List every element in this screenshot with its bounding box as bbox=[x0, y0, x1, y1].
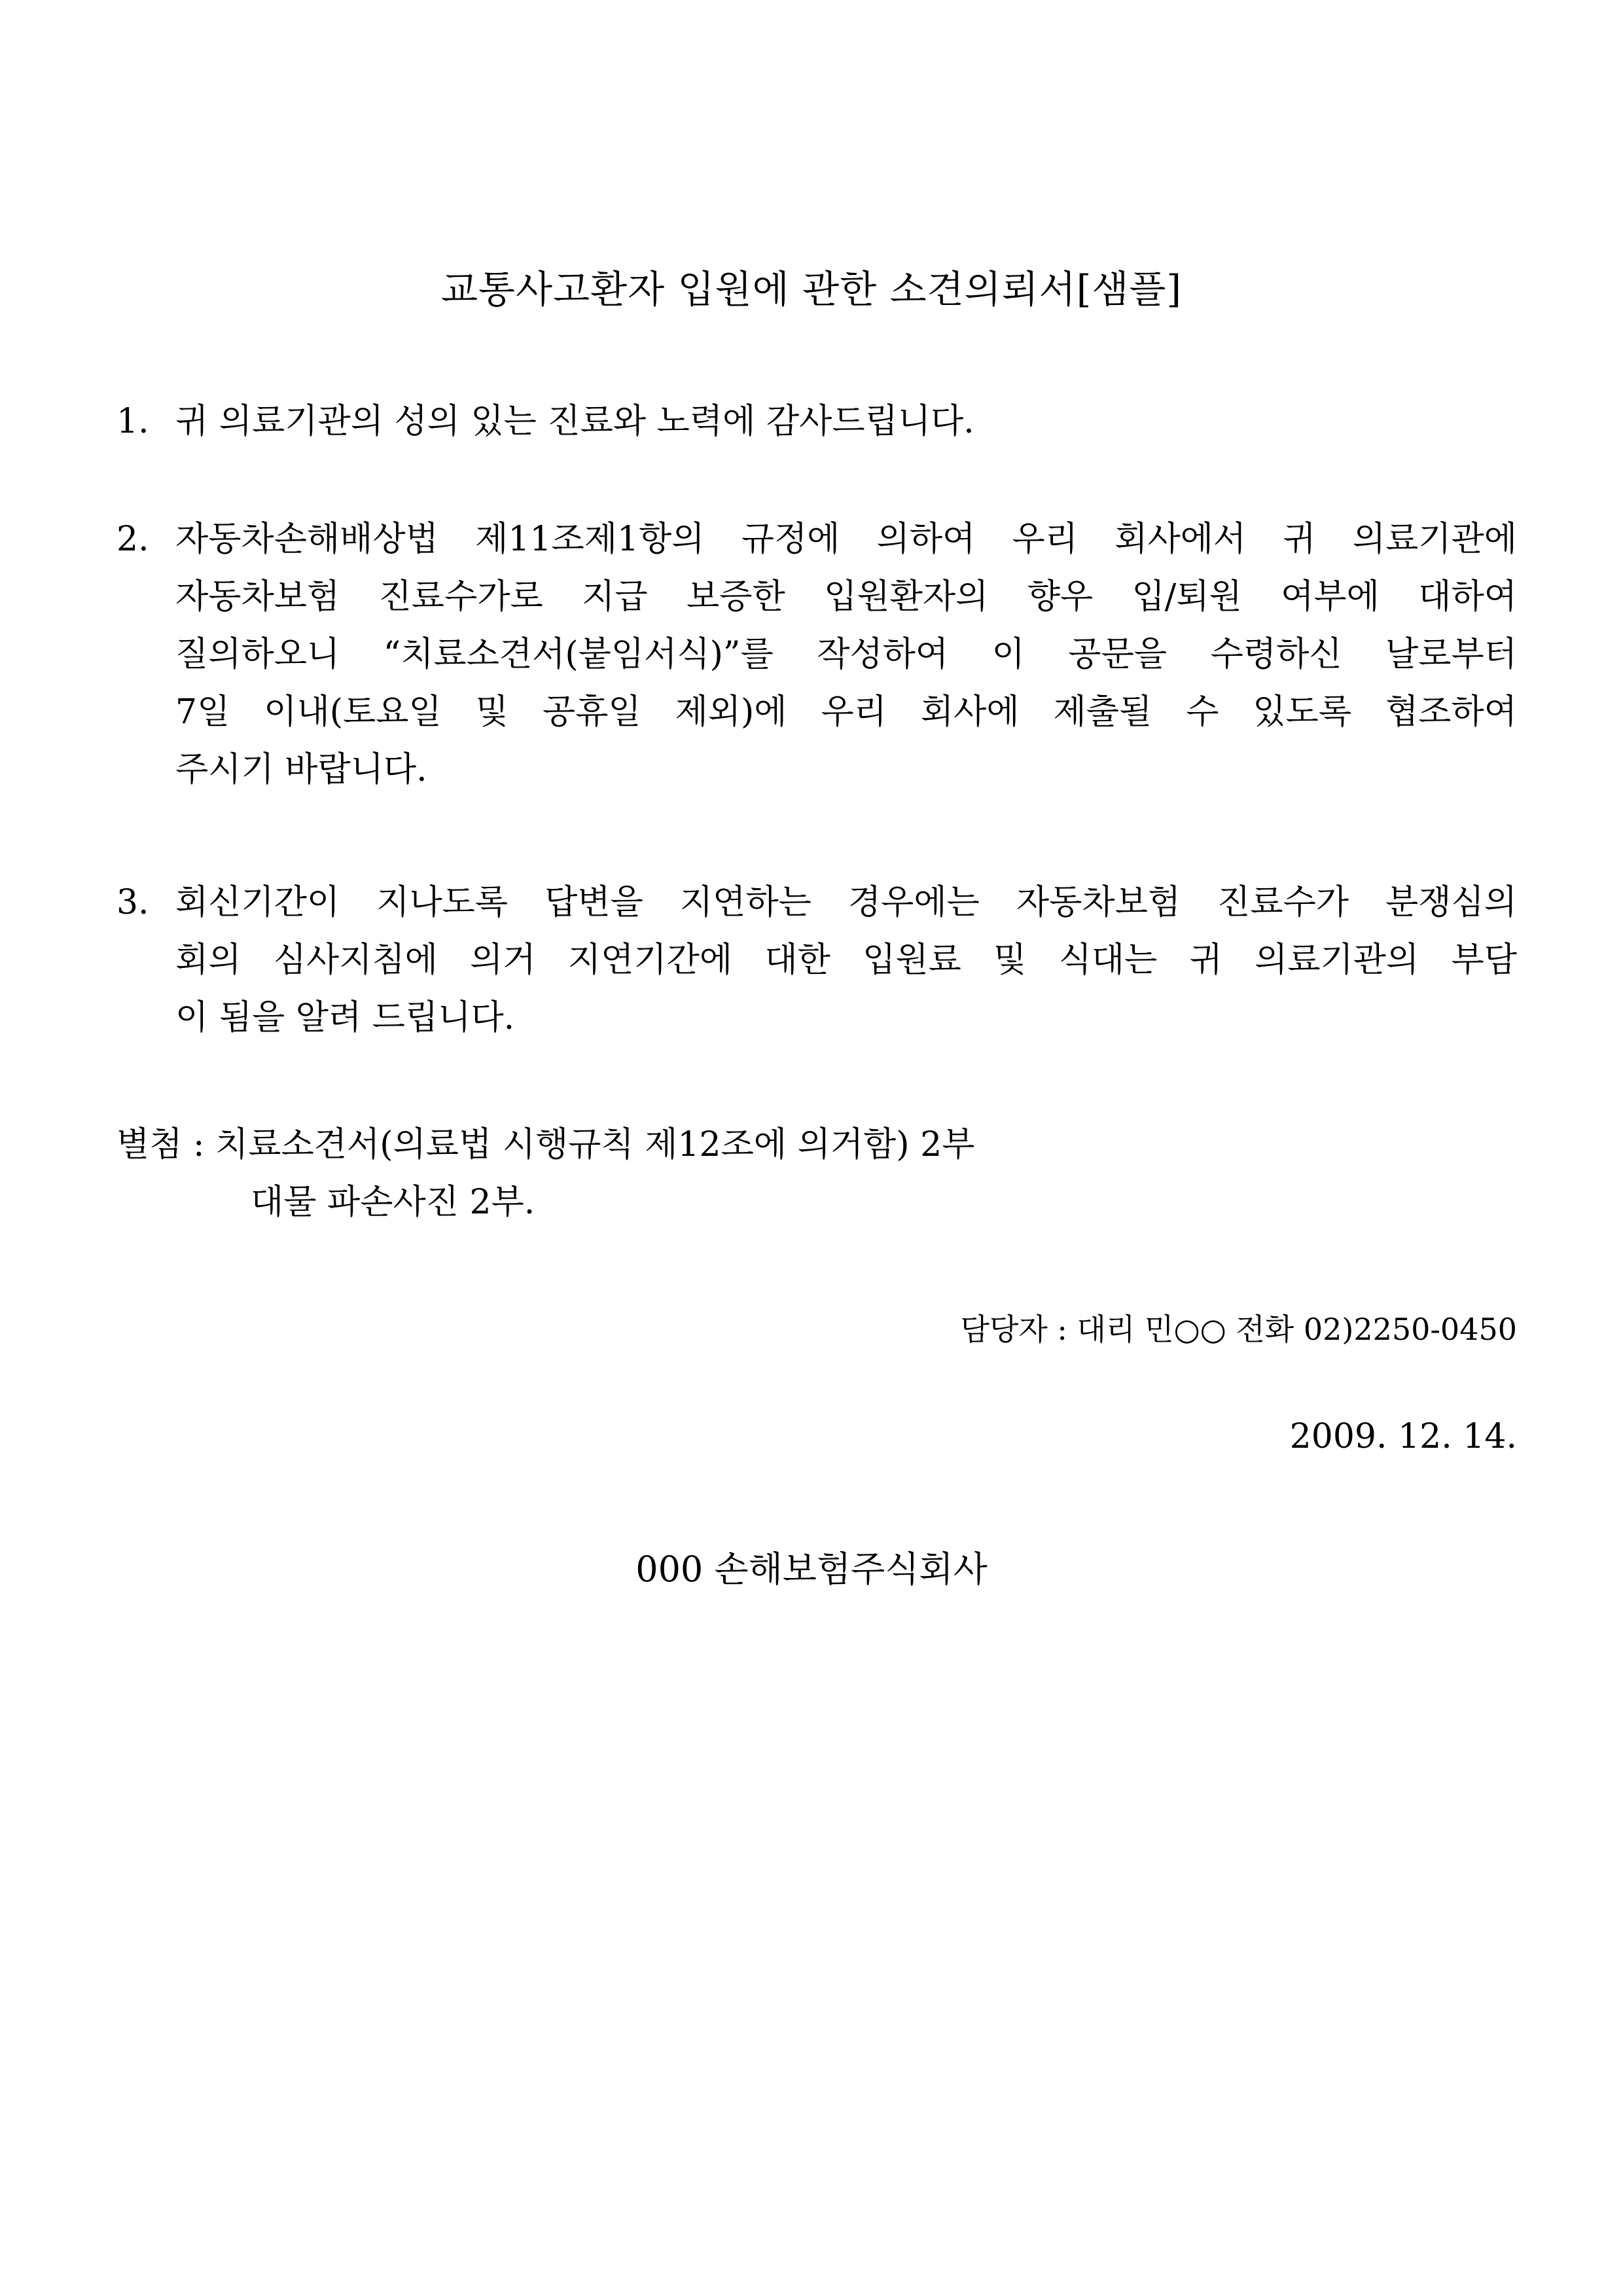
paragraph-3-line-2: 회의 심사지침에 의거 지연기간에 대한 입원료 및 식대는 귀 의료기관의 부담 bbox=[175, 941, 1517, 980]
document-title: 교통사고환자 입원에 관한 소견의뢰서[샘플] bbox=[440, 267, 1183, 312]
document-date: 2009. 12. 14. bbox=[1289, 1417, 1517, 1456]
paragraph-2 bbox=[116, 511, 1517, 798]
paragraph-2-line-1: 자동차손해배상법 제11조제1항의 규정에 의하여 우리 회사에서 귀 의료기관에 bbox=[175, 520, 1517, 559]
paragraph-3-line-1: 회신기간이 지나도록 답변을 지연하는 경우에는 자동차보험 진료수가 분쟁심의 bbox=[175, 883, 1517, 922]
attachment-line-1: 별첨 : 치료소견서(의료법 시행규칙 제12조에 의거함) 2부 bbox=[116, 1125, 975, 1164]
paragraph-2-line-4: 7일 이내(토요일 및 공휴일 제외)에 우리 회사에 제출될 수 있도록 협조하여 bbox=[175, 692, 1517, 732]
paragraph-3 bbox=[116, 874, 1517, 1047]
paragraph-1-number: 1. bbox=[116, 402, 149, 441]
company-name: 000 손해보험주식회사 bbox=[635, 1549, 988, 1590]
paragraph-3-line-3: 이 됨을 알려 드립니다. bbox=[175, 998, 515, 1037]
attachment-section bbox=[116, 1116, 974, 1231]
paragraph-1 bbox=[116, 393, 1517, 450]
paragraph-2-line-5: 주시기 바랍니다. bbox=[175, 750, 427, 789]
paragraph-2-line-3: 질의하오니 “치료소견서(붙임서식)”를 작성하여 이 공문을 수령하신 날로부터 bbox=[175, 635, 1517, 674]
paragraph-1-line-1: 귀 의료기관의 성의 있는 진료와 노력에 감사드립니다. bbox=[175, 402, 974, 441]
paragraph-2-number: 2. bbox=[116, 520, 149, 559]
paragraph-3-number: 3. bbox=[116, 883, 149, 922]
paragraph-2-line-2: 자동차보험 진료수가로 지급 보증한 입원환자의 향우 입/퇴원 여부에 대하여 bbox=[175, 577, 1517, 617]
contact-info: 담당자 : 대리 민○○ 전화 02)2250-0450 bbox=[960, 1312, 1517, 1347]
attachment-line-2: 대물 파손사진 2부. bbox=[251, 1183, 535, 1222]
